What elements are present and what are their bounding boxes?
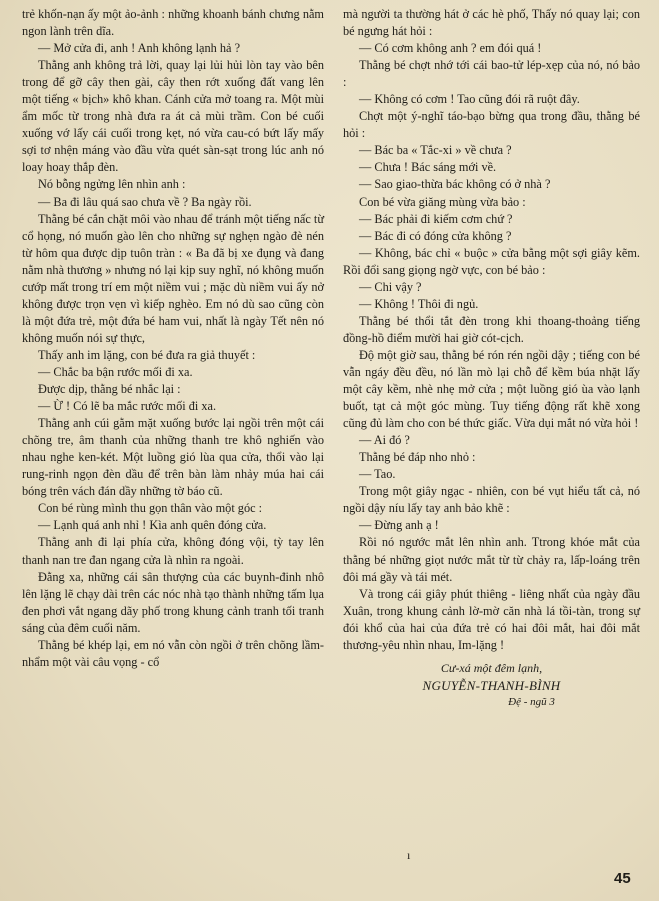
paragraph: Con bé vừa giăng mùng vừa bảo : bbox=[359, 194, 526, 209]
paragraph: — Không ! Thôi đi ngủ. bbox=[359, 296, 479, 311]
paragraph: Và trong cái giây phút thiêng - liêng nhất của ngày đầu Xuân, trong khung cảnh lờ-mờ căn nhà lá tồi-tàn, trong sự đói khổ của hai của đứa trẻ có hai đôi mắt, hai đôi mắt thương-yêu nhìn nhau, Im-lặng ! bbox=[343, 586, 640, 652]
paragraph: Thằng anh đi lại phía cửa, không đóng vội, tỳ tay lên thanh nan tre đan ngang cửa là nhìn ra ngoài. bbox=[22, 535, 324, 567]
paragraph: — Lạnh quá anh nhỉ ! Kìa anh quên đóng cửa. bbox=[38, 518, 267, 533]
signature-block bbox=[343, 660, 640, 711]
paragraph: Thằng bé thổi tắt đèn trong khi thoang-thoảng tiếng đồng-hồ điểm mười hai giờ cót-cịch. bbox=[343, 313, 640, 345]
paragraph: — Không, bác chỉ « buộc » cửa bằng một sợi giây kẽm. Rồi đổi sang giọng ngờ vực, con bé bảo : bbox=[343, 245, 640, 277]
signature-class: Đệ - ngũ 3 bbox=[508, 695, 555, 708]
paragraph: — Chưa ! Bác sáng mới về. bbox=[359, 160, 497, 175]
paragraph: — Chắc ba bận rước mối đi xa. bbox=[38, 364, 193, 379]
paragraph: Chợt một ý-nghĩ táo-bạo bừng qua trong đầu, thằng bé hỏi : bbox=[343, 109, 640, 141]
paragraph: trẻ khốn-nạn ấy một ảo-ảnh : những khoanh bánh chưng nằm ngon lành trên dĩa. bbox=[22, 7, 324, 39]
paragraph: Thằng bé cắn chặt môi vào nhau để tránh một tiếng nấc từ cổ họng, nó muốn gào lên cho những sự nghẹn ngào đè nén từ hôm qua được dịp tuôn tràn : « Ba đã bị xe đụng và đang nằm nhà thương » nhưng nó lại kịp suy nghĩ, nó không muốn cướp mất trong trí em một niềm vui ; mặc dù niềm vui ấy nở không được trọn vẹn vì kiếp nghèo. Em nó dù sao cũng còn là một đứa trẻ, một đứa bé ham vui, nhất là ngày Tết nên nó không muốn nói sự thực, bbox=[22, 211, 324, 345]
signature-author: NGUYỄN-THANH-BÌNH bbox=[422, 677, 561, 693]
paragraph: Độ một giờ sau, thằng bé rón rén ngồi dậy ; tiếng con bé vẫn ngáy đều đều, nó lần mò lại chỗ để kềm búa nhặt lấy một cây kềm, nhè nhẹ mở cửa ; một luồng gió ùa vào lạnh buốt, tạt cả một góc mùng. Tuy tiếng động rất khẽ xong cũng đủ làm cho con bé thức giấc. Vừa dụi mắt nó vừa hỏi ! bbox=[343, 347, 640, 431]
paragraph: — Ai đó ? bbox=[359, 433, 410, 448]
paragraph: — Bác phải đi kiếm cơm chứ ? bbox=[359, 211, 513, 226]
paragraph: Con bé rùng mình thu gọn thân vào một góc : bbox=[38, 501, 263, 516]
paragraph: — Mở cửa đi, anh ! Anh không lạnh hả ? bbox=[38, 41, 241, 56]
paragraph: Thằng bé đáp nho nhỏ : bbox=[359, 450, 476, 465]
paragraph: Thằng bé khép lại, em nó vẫn còn ngồi ở trên chõng lầm-nhẩm một vài câu vọng - cổ bbox=[22, 637, 324, 669]
paragraph: — Có cơm không anh ? em đói quá ! bbox=[359, 41, 542, 56]
paragraph: — Tao. bbox=[359, 467, 396, 482]
paragraph: Rồi nó ngước mắt lên nhìn anh. Ttrong khóe mắt của thằng bé những giọt nước mắt từ từ chảy ra, lấp-loáng trên đôi má gầy và tái mét. bbox=[343, 535, 640, 584]
paragraph: — Sao giao-thừa bác không có ở nhà ? bbox=[359, 177, 551, 192]
left-column bbox=[22, 6, 324, 671]
paragraph: mà người ta thường hát ở các hè phố, Thấy nó quay lại; con bé ngưng hát hỏi : bbox=[343, 7, 640, 39]
right-column bbox=[343, 6, 640, 711]
paragraph: Trong một giây ngạc - nhiên, con bé vụt hiểu tất cả, nó ngồi dậy níu lấy tay anh bảo khẽ : bbox=[343, 484, 640, 516]
paragraph: — Bác ba « Tắc-xi » về chưa ? bbox=[359, 143, 512, 158]
paragraph: Được dịp, thằng bé nhắc lại : bbox=[38, 382, 181, 397]
paragraph: Thấy anh im lặng, con bé đưa ra giả thuyết : bbox=[38, 347, 256, 362]
paragraph: — Ừ ! Có lẽ ba mắc rước mối đi xa. bbox=[38, 399, 217, 414]
stray-mark: ı bbox=[407, 848, 411, 862]
paragraph: — Ba đi lâu quá sao chưa về ? Ba ngày rồi. bbox=[38, 194, 252, 209]
paragraph: Thằng anh cúi gằm mặt xuống bước lại ngồi trên một cái chõng tre, âm thanh của những thanh tre khô nghiến vào nhau nghe ken-két. Một luồng gió lùa qua cửa, thổi vào lại rung-rinh ngọn đèn dầu để trên bàn làm nhảy múa hai cái bóng trên vách đán dầy những tờ báo cũ. bbox=[22, 416, 324, 499]
paragraph: Thằng bé chợt nhớ tới cái bao-tử lép-xẹp của nó, nó bảo : bbox=[343, 58, 640, 90]
paragraph: Thằng anh không trả lời, quay lại lủi hủi lòn tay vào bên trong để gỡ cây then gài, cây then rớt xuống đất vang lên một tiếng « bịch» khô khan. Cánh cửa mở toang ra. Một mùi ẩm mốc từ trong nhà đưa ra át cả mùi trầm. Con bé cuối xuống vớ lấy cái cuối trong kẹt, nó vừa cau-có bứt lấy mấy sợi tơ nhện máng vào đầu vừa quét sàn-sạt trong lúc anh nó loay hoay thắp đèn. bbox=[22, 58, 324, 175]
paragraph: Đằng xa, những cái sân thượng của các buynh-đinh nhô lên lặng lẽ chạy dài trên các nóc nhà tạo thành những tấm lụa đen phơi vắt ngang dãy phố trong khung cảnh tranh tối tranh sáng của đêm cuối năm. bbox=[22, 569, 324, 635]
paragraph: — Chi vậy ? bbox=[359, 279, 422, 294]
paragraph: — Bác đi có đóng cửa không ? bbox=[359, 228, 512, 243]
page-number: 45 bbox=[614, 870, 631, 887]
paragraph: Nó bỗng ngửng lên nhìn anh : bbox=[38, 177, 186, 192]
paragraph: — Đừng anh ạ ! bbox=[359, 518, 439, 533]
paragraph: — Không có cơm ! Tao cũng đói rã ruột đây. bbox=[359, 92, 580, 107]
signature-place: Cư-xá một đêm lạnh, bbox=[440, 660, 543, 675]
